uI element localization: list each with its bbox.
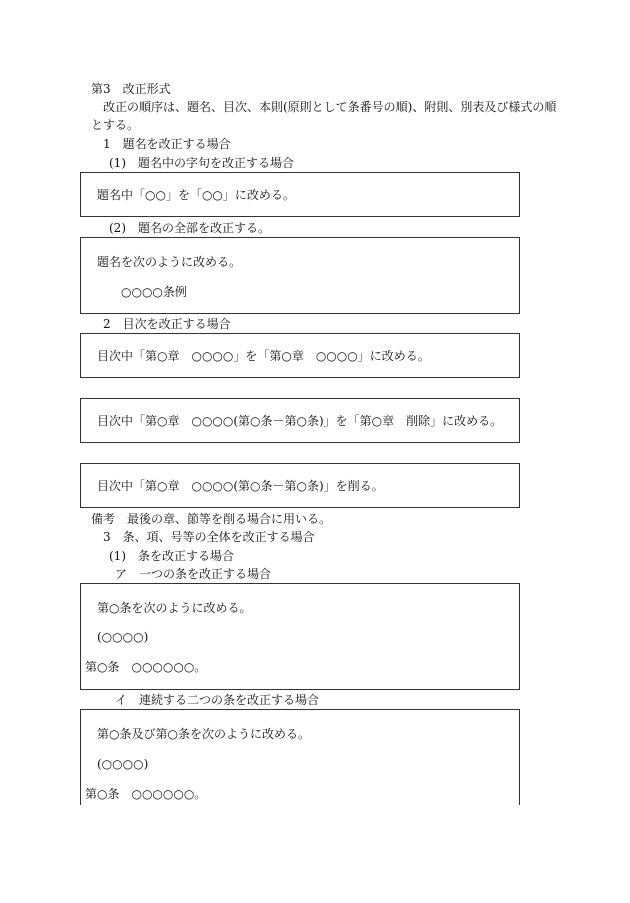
part1-heading: 1 題名を改正する場合 bbox=[103, 137, 231, 151]
part2-heading: 2 目次を改正する場合 bbox=[103, 317, 231, 331]
section-heading: 第3 改正形式 bbox=[91, 82, 171, 96]
example-box bbox=[80, 463, 520, 508]
example-text: 第○条を次のように改める。 bbox=[97, 601, 252, 615]
example-text: 題名を次のように改める。 bbox=[97, 255, 242, 269]
example-box bbox=[80, 398, 520, 443]
part1-sub2-heading: (2) 題名の全部を改正する。 bbox=[109, 221, 270, 235]
example-box bbox=[80, 709, 520, 805]
part3-heading: 3 条、項、号等の全体を改正する場合 bbox=[103, 530, 315, 544]
part1-sub1-heading: (1) 題名中の字句を改正する場合 bbox=[109, 156, 294, 170]
example-text: 第○条 ○○○○○○。 bbox=[85, 787, 207, 801]
example-box bbox=[80, 333, 520, 378]
remark-note: 備考 最後の章、節等を削る場合に用いる。 bbox=[91, 512, 332, 526]
example-text: 第○条及び第○条を次のように改める。 bbox=[97, 727, 310, 741]
example-text: 題名中「○○」を「○○」に改める。 bbox=[97, 188, 295, 202]
example-text: (○○○○) bbox=[97, 757, 149, 771]
example-box bbox=[80, 583, 520, 690]
example-text: (○○○○) bbox=[97, 630, 149, 644]
example-box bbox=[80, 172, 520, 217]
part3-a-heading: ア 一つの条を改正する場合 bbox=[115, 567, 272, 581]
example-text: 目次中「第○章 ○○○○(第○条－第○条)」を削る。 bbox=[97, 479, 384, 493]
example-text: 目次中「第○章 ○○○○(第○条－第○条)」を「第○章 削除」に改める。 bbox=[97, 414, 503, 428]
example-text: 第○条 ○○○○○○。 bbox=[85, 660, 207, 674]
example-box bbox=[80, 237, 520, 314]
part3-sub1-heading: (1) 条を改正する場合 bbox=[109, 549, 234, 563]
intro-line-2: とする。 bbox=[91, 118, 140, 132]
example-text: 目次中「第○章 ○○○○」を「第○章 ○○○○」に改める。 bbox=[97, 349, 430, 363]
part3-i-heading: イ 連続する二つの条を改正する場合 bbox=[115, 693, 320, 707]
intro-line-1: 改正の順序は、題名、目次、本則(原則として条番号の順)、附則、別表及び様式の順 bbox=[103, 100, 557, 114]
example-text: ○○○○条例 bbox=[121, 285, 187, 299]
